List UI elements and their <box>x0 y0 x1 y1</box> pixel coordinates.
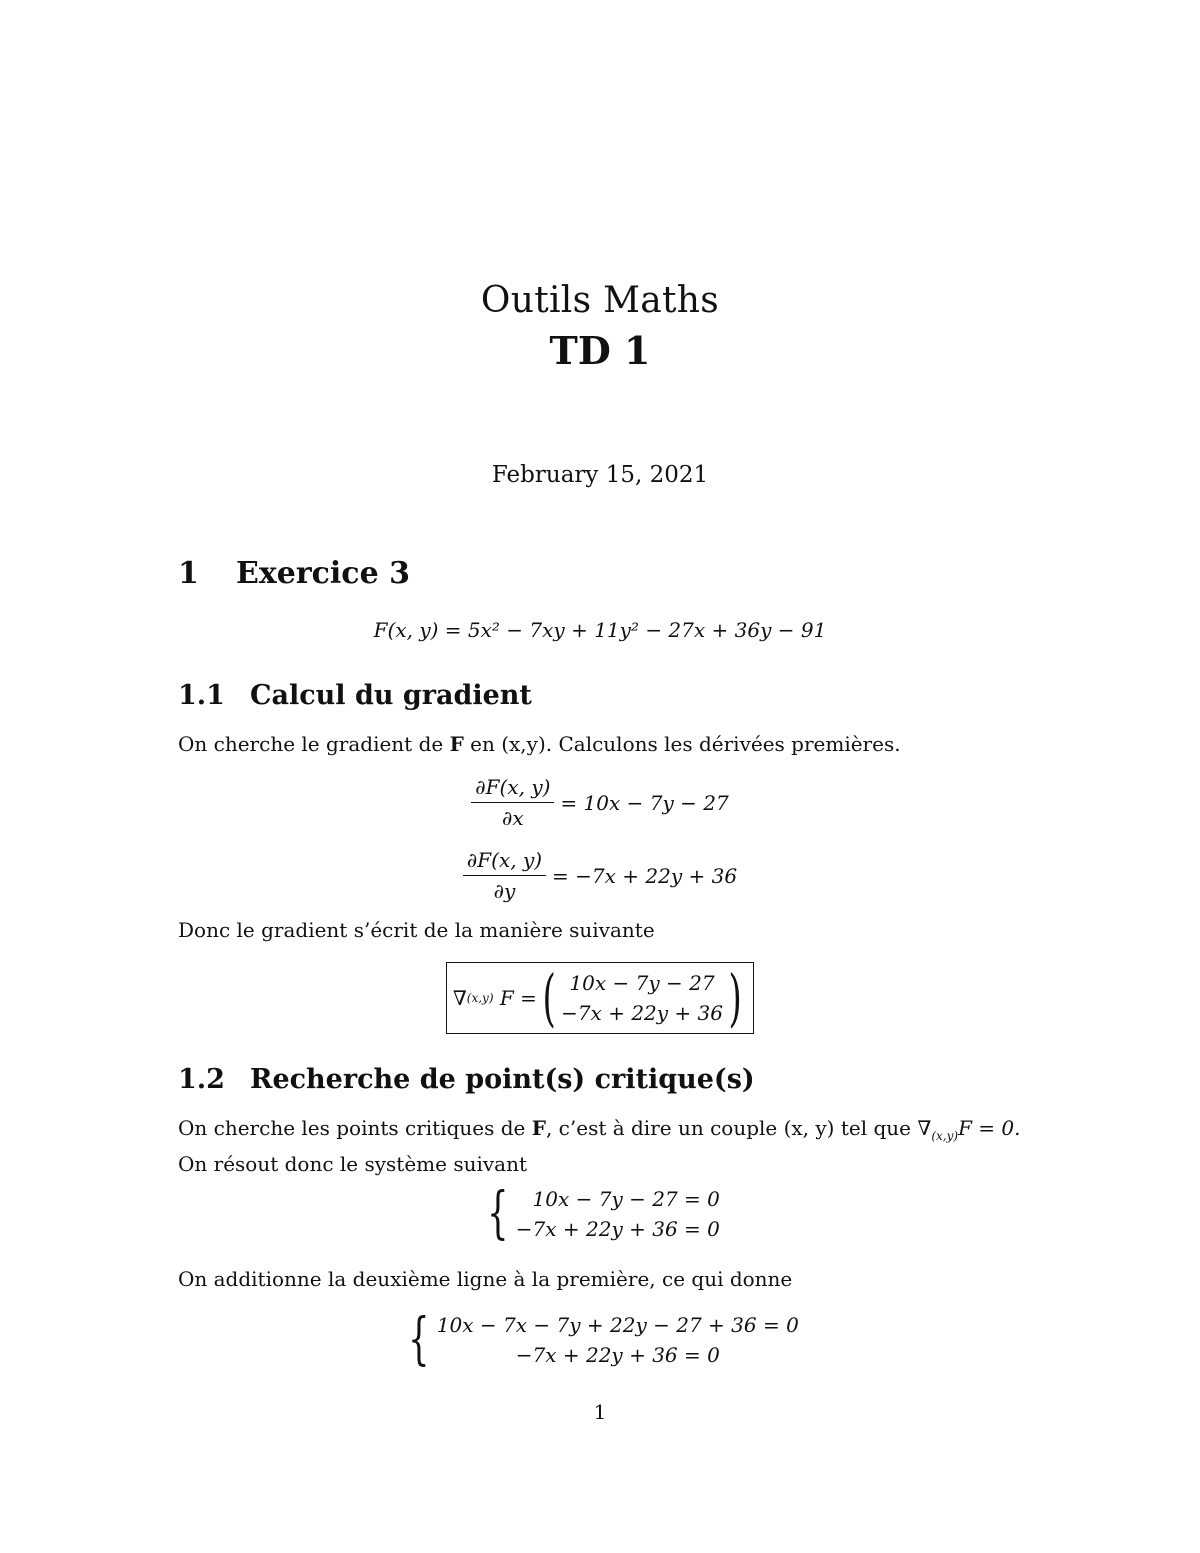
right-paren: ) <box>728 961 742 1034</box>
subsection-heading-critical-points <box>178 1064 755 1095</box>
subsection-title: Calcul du gradient <box>250 680 532 711</box>
fraction-numerator: ∂F(x, y) <box>471 775 554 803</box>
fraction-numerator: ∂F(x, y) <box>463 848 546 876</box>
fraction-dx <box>471 775 554 830</box>
subsection-heading-gradient <box>178 680 532 711</box>
partial-derivative-y <box>0 848 1200 903</box>
system-1-rows <box>516 1184 720 1244</box>
system-row-2: −7x + 22y + 36 = 0 <box>515 1217 720 1241</box>
document-date: February 15, 2021 <box>491 462 709 488</box>
subsection-number: 1.1 <box>178 680 225 711</box>
section-title: Exercice 3 <box>236 556 410 591</box>
partial-derivative-x <box>0 775 1200 830</box>
left-brace: { <box>408 1307 430 1372</box>
line1-text-c: F = 0. <box>958 1116 1021 1140</box>
nabla-subscript: (x,y) <box>466 991 494 1005</box>
addition-sentence: On additionne la deuxième ligne à la première, ce qui donne <box>178 1267 793 1291</box>
intro-text-b: en (x,y). Calculons les dérivées premières. <box>463 732 901 756</box>
subsection-title: Recherche de point(s) critique(s) <box>250 1064 755 1095</box>
derivative-rhs: = −7x + 22y + 36 <box>552 863 738 888</box>
fraction-dy <box>463 848 546 903</box>
intro-text-a: On cherche le gradient de <box>178 732 450 756</box>
derivative-rhs: = 10x − 7y − 27 <box>560 790 729 815</box>
gradient-box <box>446 962 754 1034</box>
gradient-conclusion: Donc le gradient s’écrit de la manière suivante <box>178 918 655 942</box>
system-1 <box>0 1181 1200 1246</box>
line1-text-a: On cherche les points critiques de <box>178 1116 532 1140</box>
left-paren: ( <box>542 961 556 1034</box>
system-row-1: 10x − 7x − 7y + 22y − 27 + 36 = 0 <box>436 1313 799 1337</box>
vector-row-1: 10x − 7y − 27 <box>569 971 715 995</box>
line1-subscript: (x,y) <box>931 1129 959 1143</box>
gradient-boxed <box>0 962 1200 1034</box>
document-title: Outils Maths <box>480 280 720 321</box>
gradient-intro <box>178 730 901 758</box>
line2-text: On résout donc le système suivant <box>178 1152 528 1176</box>
document-subtitle: TD 1 <box>549 328 651 373</box>
section-heading-exercice-3 <box>178 556 410 591</box>
function-equation-text: F(x, y) = 5x² − 7xy + 11y² − 27x + 36y − 91 <box>373 618 827 642</box>
section-number: 1 <box>178 556 199 591</box>
system-row-1: 10x − 7y − 27 = 0 <box>532 1187 720 1211</box>
subsection-number: 1.2 <box>178 1064 225 1095</box>
line1-text-b: , c’est à dire un couple (x, y) tel que ∇ <box>545 1116 932 1140</box>
critical-points-intro <box>178 1114 1021 1178</box>
system-2 <box>0 1307 1200 1372</box>
vector-row-2: −7x + 22y + 36 <box>561 1001 723 1025</box>
gradient-vector <box>561 968 723 1028</box>
system-2-rows <box>437 1310 799 1370</box>
page-number: 1 <box>593 1400 607 1424</box>
nabla-symbol: ∇ <box>452 986 467 1010</box>
gradient-lhs: F = <box>499 986 537 1010</box>
fraction-denominator: ∂y <box>493 879 516 903</box>
system-row-2: −7x + 22y + 36 = 0 <box>515 1343 720 1367</box>
function-equation <box>0 618 1200 642</box>
intro-bold-f: F <box>449 732 464 756</box>
line1-bold-f: F <box>531 1116 546 1140</box>
left-brace: { <box>487 1181 509 1246</box>
fraction-denominator: ∂x <box>502 806 524 830</box>
